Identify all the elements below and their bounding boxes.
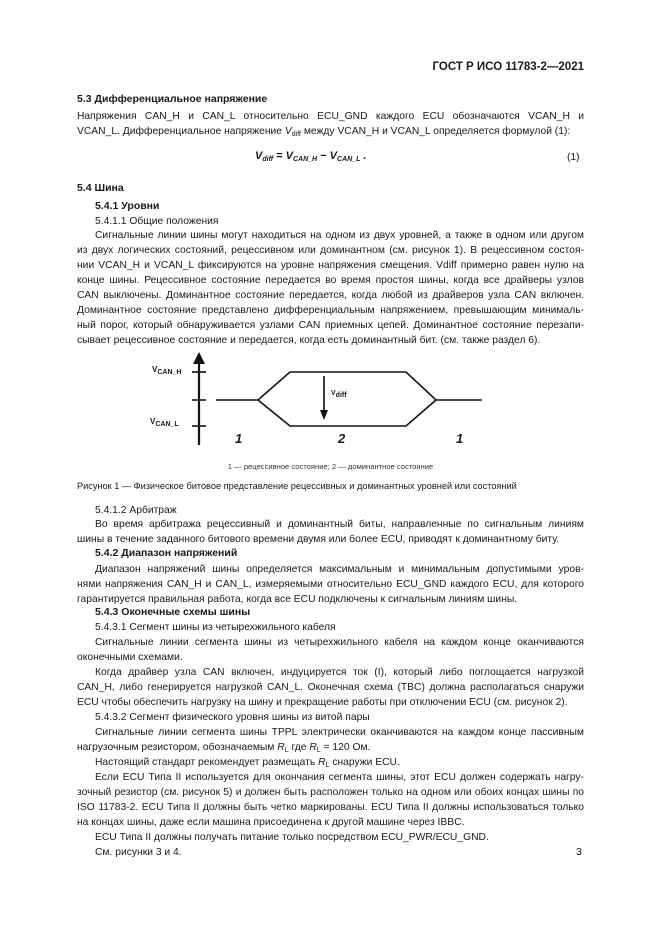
vdiff-arrow-icon xyxy=(320,410,328,420)
label-state-2: 2 xyxy=(338,431,346,446)
para-line-rl: нагрузочным резистором, обозначаемым $R_L$ где $R_L = 120$ Ом. xyxy=(77,742,371,754)
para-line: нии VCAN_H и VCAN_L фиксируются на уровне напряжения смещения. Vdiff примерно равен нулю на xyxy=(77,260,584,271)
label-state-1-left: 1 xyxy=(235,431,243,446)
para-line: ный порог, который обнаруживается узлами CAN приемных цепей. Доминантное состояние перезапи- xyxy=(77,320,584,331)
para-line: оконечными схемами. xyxy=(77,652,183,663)
section-5-4-3-1-title: 5.4.3.1 Сегмент шины из четырехжильного кабеля xyxy=(95,622,336,633)
section-5-4-1-1-title: 5.4.1.1 Общие положения xyxy=(95,216,219,227)
section-5-4-title: 5.4 Шина xyxy=(77,182,124,194)
label-state-1-right: 1 xyxy=(456,431,464,446)
para-line: ECU чтобы обеспечить нагрузку на шину и прекращение работы при отключении ECU (см. рисунок 2). xyxy=(77,697,568,708)
para-line: на концах шины, даже если машина присоединена к другой машине через IBBC. xyxy=(77,817,465,828)
formula-number: (1) xyxy=(567,152,580,163)
para-line: конце шины. Рецессивное состояние передается во время простоя шины, когда все драйверы узлов xyxy=(77,275,584,286)
para-line: зочный резистор (см. рисунок 5) и должен быть расположен только на одном или обоих концах шины по xyxy=(77,787,584,798)
label-vcan-l: $V_{CAN\_L}$ xyxy=(150,417,179,428)
para-line: ECU Типа II должны получать питание только посредством ECU_PWR/ECU_GND. xyxy=(95,832,489,843)
figure-1-diagram xyxy=(140,350,500,460)
formula-1: $V_{diff} = V_{CAN\_H} - V_{CAN\_L}$ . xyxy=(255,150,367,163)
para-line: шины в течение заданного битового времени двумя или более ECU, приводят к доминантному биту. xyxy=(77,534,560,545)
page-number: 3 xyxy=(576,846,582,858)
para-line: Сигнальные линии сегмента шины TPPL электрически оканчиваются на каждом конце пассивным xyxy=(95,727,584,738)
section-5-4-2-title: 5.4.2 Диапазон напряжений xyxy=(95,547,238,559)
para-line: из двух логических состояний, рецессивном или доминантном (см. рисунок 1). В рецессивном состоя- xyxy=(77,245,584,256)
section-5-4-1-title: 5.4.1 Уровни xyxy=(95,200,160,212)
para-line: Когда драйвер узла CAN включен, индуцируется ток (I), который либо поглощается нагрузкой xyxy=(95,667,584,678)
section-5-4-1-2-title: 5.4.1.2 Арбитраж xyxy=(95,505,177,516)
can-l-signal xyxy=(258,400,436,426)
figure-legend: 1 — рецессивное состояние; 2 — доминантное состояние xyxy=(227,462,434,471)
label-vdiff: $V_{diff}$ xyxy=(331,390,347,399)
label-vcan-h: $V_{CAN\_H}$ xyxy=(152,365,182,376)
axis-arrow-icon xyxy=(193,352,205,364)
para-line: См. рисунки 3 и 4. xyxy=(95,847,182,858)
section-5-4-3-title: 5.4.3 Оконечные схемы шины xyxy=(95,606,251,618)
para-line: CAN_H, либо генерируется нагрузкой CAN_L. Оконечная схема (TBC) должна располагаться снаружи xyxy=(77,682,584,693)
para-line: Сигнальные линии шины могут находиться на одном из двух уровней, а также в одном или другом xyxy=(95,230,584,241)
para-line: Доминантное состояние представлено дифференциальным напряжением, превышающим минималь- xyxy=(77,305,584,316)
para-line: сывает рецессивное состояние и передается, когда есть доминантный бит. (см. также раздел 6). xyxy=(77,335,541,346)
para-line: CAN выключены. Доминантное состояние передается, когда любой из драйверов узла CAN включен. xyxy=(77,290,584,301)
section-5-4-3-2-title: 5.4.3.2 Сегмент физического уровня шины из витой пары xyxy=(95,712,370,723)
para-line: Если ECU Типа II используется для окончания сегмента шины, этот ECU должен содержать нагру- xyxy=(95,772,584,783)
para-line: Диапазон напряжений шины определяется максимальным и минимальным допустимыми уров- xyxy=(95,564,584,575)
section-5-3-line-2: VCAN_L. Дифференциальное напряжение $V_{diff}$ между VCAN_H и VCAN_L определяется формулой (1): xyxy=(77,126,571,138)
section-5-3-line-1: Напряжения CAN_H и CAN_L относительно ECU_GND каждого ECU обозначаются VCAN_H и xyxy=(77,111,584,122)
para-line: Сигнальные линии сегмента шины из четырехжильного кабеля на каждом конце оканчиваются xyxy=(95,637,584,648)
section-5-3-title: 5.3 Дифференциальное напряжение xyxy=(77,93,268,105)
can-h-signal xyxy=(216,372,482,400)
standard-header: ГОСТ Р ИСО 11783-2—2021 xyxy=(432,61,584,73)
figure-caption: Рисунок 1 — Физическое битовое представление рецессивных и доминантных уровней или состояний xyxy=(77,481,517,491)
para-line: ISO 11783-2. ECU Типа II должны быть четко маркированы. ECU Типа II должны использоваться только xyxy=(77,802,584,813)
para-line-recommend: Настоящий стандарт рекомендует размещать $R_L$ снаружи ECU. xyxy=(95,757,400,769)
para-line: гарантируется правильная работа, когда все ECU подключены к сигнальным линиям шины. xyxy=(77,594,518,605)
para-line: нями напряжения CAN_H и CAN_L, измеряемыми относительно ECU_GND каждого ECU, для которого xyxy=(77,579,584,590)
para-line: Во время арбитража рецессивный и доминантный биты, направленные по сигнальным линиям xyxy=(95,519,584,530)
